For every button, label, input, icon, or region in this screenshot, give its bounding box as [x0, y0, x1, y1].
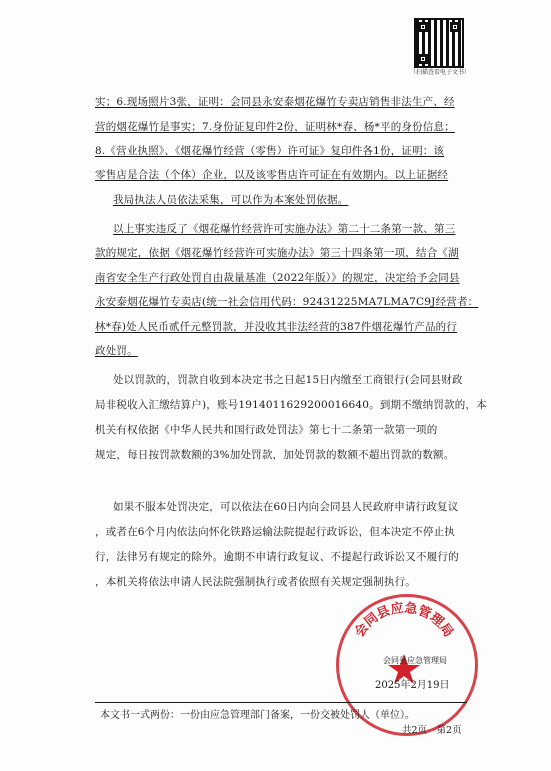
violation-line-1: 以上事实违反了《烟花爆竹经营许可实施办法》第二十二条第一款、第三: [113, 223, 456, 235]
evidence-line-2: 营的烟花爆竹是事实；7.身份证复印件2份，证明林*春、杨*平的身份信息；: [95, 121, 455, 133]
payment-line-2: 局非税收入汇缴结算户)，账号1914011629200016640。到期不缴纳罚款的，本: [95, 399, 487, 411]
signing-date: 2025年2月19日: [375, 680, 450, 691]
evidence-line-3: 8.《营业执照》、《烟花爆竹经营（零售）许可证》复印件各1份，证明：该: [95, 145, 445, 157]
payment-line-1: 处以罚款的，罚款自收到本决定书之日起15日内缴至工商银行(会同县财政: [113, 374, 463, 386]
appeal-line-4: ，本机关将依法申请人民法院强制执行或者依照有关规定强制执行。: [95, 576, 416, 588]
evidence-line-5: 我局执法人员依法采集，可以作为本案处罚依据。: [113, 194, 349, 206]
seal-text: 会同县应急管理局: [352, 600, 456, 641]
evidence-line-1: 实；6.现场照片3张，证明：会同县永安泰烟花爆竹专卖店销售非法生产、经: [95, 96, 455, 108]
appeal-line-1: 如果不服本处罚决定，可以依法在60日内向会同县人民政府申请行政复议: [113, 501, 459, 513]
payment-line-4: 规定，每日按罚款数额的3%加处罚款，加处罚款的数额不超出罚款的数额。: [95, 449, 455, 461]
svg-text:会同县应急管理局: [351, 600, 455, 640]
page-number: 共2页 第2页: [402, 725, 462, 736]
qr-caption: （扫描查看电子文书）: [409, 69, 470, 76]
violation-line-3: 南省安全生产行政处罚自由裁量基准（2022年版）》的规定，决定给予会同县: [95, 272, 460, 284]
appeal-line-3: 行，法律另有规定的除外。逾期不申请行政复议、不提起行政诉讼又不履行的: [95, 551, 459, 563]
evidence-line-4: 零售店是合法（个体）企业，以及该零售店许可证在有效期内。以上证据经: [95, 169, 449, 181]
binding-edge-mark: [0, 200, 6, 260]
violation-line-4: 永安泰烟花爆竹专卖店(统一社会信用代码：92431225MA7LMA7C9J经营者：: [95, 296, 479, 308]
appeal-line-2: ，或者在6个月内依法向怀化铁路运输法院提起行政诉讼，但本决定不停止执: [95, 526, 455, 538]
qr-code-icon: [414, 18, 464, 68]
violation-line-5: 林*春)处人民币贰仟元整罚款，并没收其非法经营的387件烟花爆竹产品的行: [95, 321, 458, 333]
footer-divider: [95, 702, 467, 703]
footer-note: 本文书一式两份：一份由应急管理部门备案，一份交被处罚人（单位）。: [100, 710, 415, 721]
signing-organization: 会同县应急管理局: [383, 656, 447, 665]
payment-line-3: 机关有权依据《中华人民共和国行政处罚法》第七十二条第一款第一项的: [95, 424, 438, 436]
violation-line-2: 款的规定，依据《烟花爆竹经营许可实施办法》第三十四条第一项，结合《湖: [95, 247, 459, 259]
violation-line-6: 政处罚。: [95, 345, 138, 357]
